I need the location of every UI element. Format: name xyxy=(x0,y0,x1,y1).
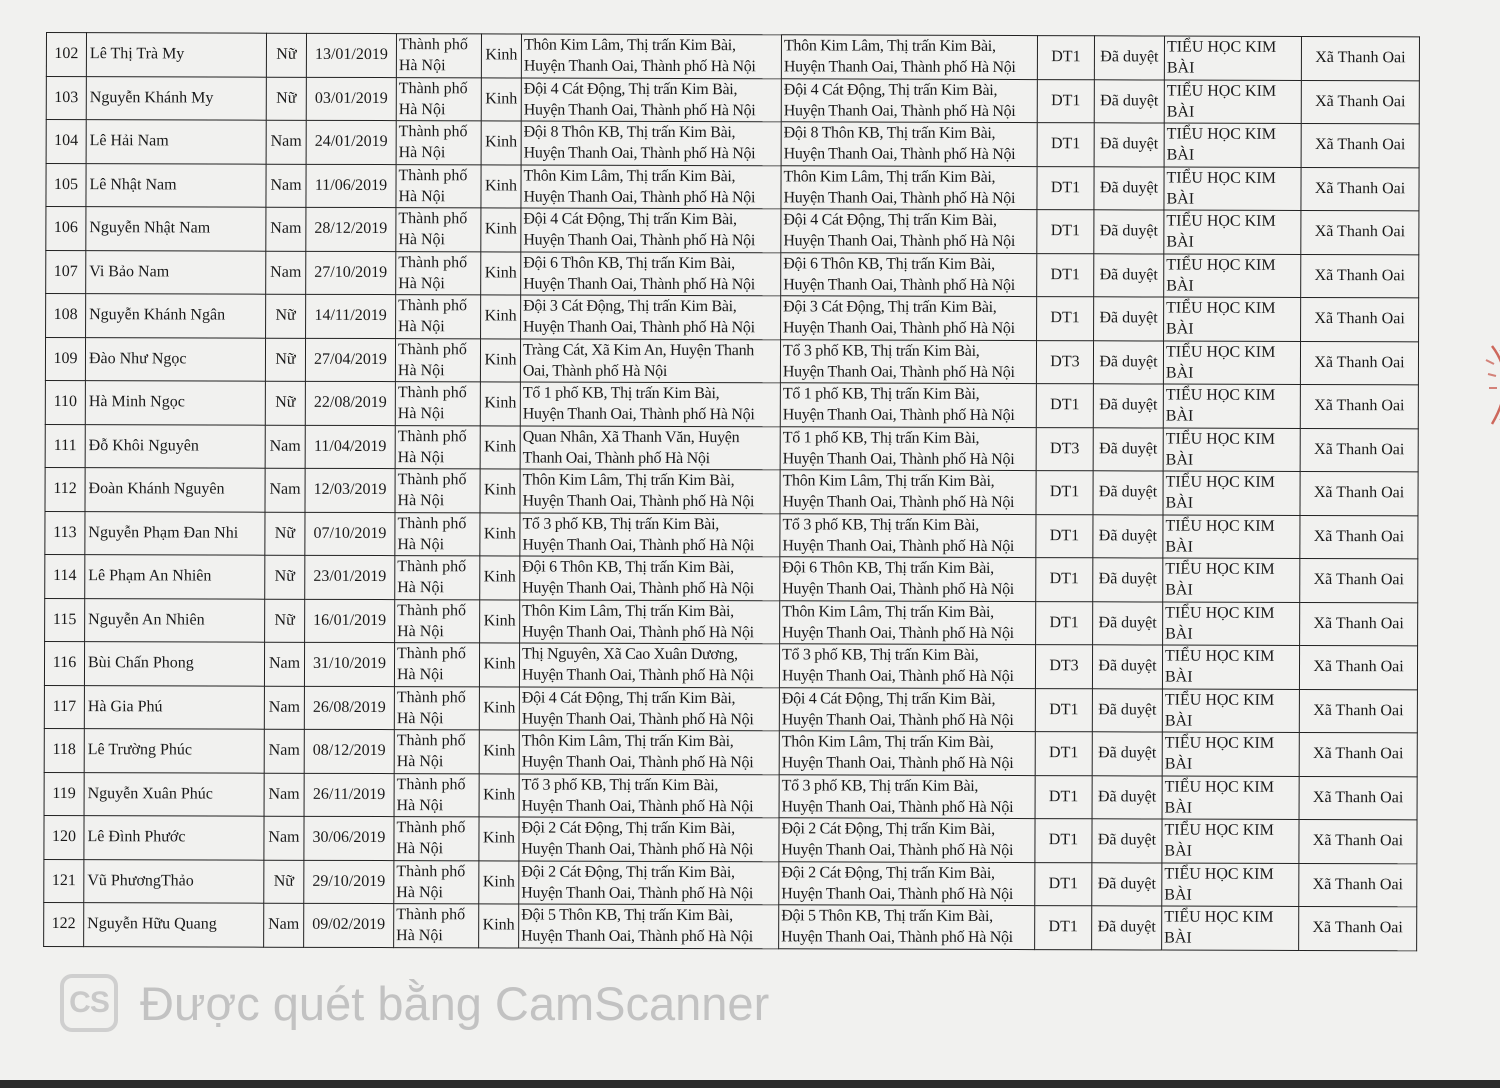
table-row xyxy=(44,685,1417,733)
permanent-address-cell: Thôn Kim Lâm, Thị trấn Kim Bài, Huyện Thanh Oai, Thành phố Hà Nội xyxy=(520,469,780,513)
ethnicity-cell: Kinh xyxy=(481,251,521,295)
student-name-cell: Đỗ Khôi Nguyên xyxy=(85,424,265,468)
gender-cell: Nữ xyxy=(265,555,305,599)
commune-cell: Xã Thanh Oai xyxy=(1300,428,1418,472)
student-name-cell: Nguyễn Nhật Nam xyxy=(86,207,266,251)
table-row xyxy=(45,337,1418,385)
birth-date-cell: 23/01/2019 xyxy=(305,555,395,599)
row-number-cell: 102 xyxy=(46,33,86,77)
current-address-cell: Tổ 3 phố KB, Thị trấn Kim Bài, Huyện Thanh Oai, Thành phố Hà Nội xyxy=(780,339,1036,383)
table-row xyxy=(46,294,1419,342)
ethnicity-cell: Kinh xyxy=(480,425,520,469)
birth-date-cell: 27/10/2019 xyxy=(306,251,396,295)
student-name-cell: Nguyễn Khánh My xyxy=(86,76,266,120)
commune-cell: Xã Thanh Oai xyxy=(1299,863,1417,907)
commune-cell: Xã Thanh Oai xyxy=(1299,732,1417,776)
row-number-cell: 114 xyxy=(45,554,85,598)
table-row xyxy=(46,33,1419,81)
current-address-cell: Đội 6 Thôn KB, Thị trấn Kim Bài, Huyện Thanh Oai, Thành phố Hà Nội xyxy=(780,557,1036,601)
school-name-cell: TIỂU HỌC KIM BÀI xyxy=(1163,341,1300,385)
current-address-cell: Tổ 3 phố KB, Thị trấn Kim Bài, Huyện Thanh Oai, Thành phố Hà Nội xyxy=(780,513,1036,557)
row-number-cell: 103 xyxy=(46,76,86,120)
table-row xyxy=(44,902,1417,950)
row-number-cell: 115 xyxy=(45,598,85,642)
priority-group-cell: DT1 xyxy=(1035,906,1092,950)
birth-date-cell: 26/11/2019 xyxy=(304,773,394,817)
permanent-address-cell: Đội 4 Cát Động, Thị trấn Kim Bài, Huyện Thanh Oai, Thành phố Hà Nội xyxy=(521,77,781,121)
row-number-cell: 120 xyxy=(44,815,84,859)
ethnicity-cell: Kinh xyxy=(481,121,521,165)
table-row xyxy=(44,859,1417,907)
ethnicity-cell: Kinh xyxy=(480,556,520,600)
student-name-cell: Lê Phạm An Nhiên xyxy=(85,555,265,599)
ethnicity-cell: Kinh xyxy=(481,164,521,208)
permanent-address-cell: Thị Nguyên, Xã Cao Xuân Dương, Huyện Thanh Oai, Thành phố Hà Nội xyxy=(519,643,779,687)
row-number-cell: 104 xyxy=(46,120,86,164)
gender-cell: Nữ xyxy=(265,338,305,382)
student-name-cell: Lê Hải Nam xyxy=(86,120,266,164)
student-name-cell: Hà Gia Phú xyxy=(84,685,264,729)
commune-cell: Xã Thanh Oai xyxy=(1299,906,1417,950)
permanent-address-cell: Tràng Cát, Xã Kim An, Huyện Thanh Oai, Thành phố Hà Nội xyxy=(520,338,780,382)
school-name-cell: TIỂU HỌC KIM BÀI xyxy=(1163,602,1300,646)
gender-cell: Nam xyxy=(264,729,304,773)
approval-status-cell: Đã duyệt xyxy=(1093,514,1163,558)
birth-date-cell: 08/12/2019 xyxy=(304,729,394,773)
table-row xyxy=(44,772,1417,820)
student-name-cell: Lê Trường Phúc xyxy=(84,729,264,773)
commune-cell: Xã Thanh Oai xyxy=(1301,123,1419,167)
commune-cell: Xã Thanh Oai xyxy=(1299,819,1417,863)
table-row xyxy=(44,641,1417,689)
approval-status-cell: Đã duyệt xyxy=(1093,427,1163,471)
current-address-cell: Tổ 3 phố KB, Thị trấn Kim Bài, Huyện Thanh Oai, Thành phố Hà Nội xyxy=(779,774,1035,818)
row-number-cell: 110 xyxy=(45,380,85,424)
permanent-address-cell: Đội 8 Thôn KB, Thị trấn Kim Bài, Huyện Thanh Oai, Thành phố Hà Nội xyxy=(521,121,781,165)
priority-group-cell: DT1 xyxy=(1035,819,1092,863)
priority-group-cell: DT1 xyxy=(1037,166,1094,210)
row-number-cell: 105 xyxy=(46,163,86,207)
commune-cell: Xã Thanh Oai xyxy=(1300,341,1418,385)
priority-group-cell: DT1 xyxy=(1036,558,1093,602)
current-address-cell: Đội 3 Cát Động, Thị trấn Kim Bài, Huyện Thanh Oai, Thành phố Hà Nội xyxy=(781,296,1037,340)
birth-place-cell: Thành phố Hà Nội xyxy=(395,512,480,556)
current-address-cell: Thôn Kim Lâm, Thị trấn Kim Bài, Huyện Thanh Oai, Thành phố Hà Nội xyxy=(780,470,1036,514)
commune-cell: Xã Thanh Oai xyxy=(1301,210,1419,254)
priority-group-cell: DT1 xyxy=(1035,862,1092,906)
gender-cell: Nữ xyxy=(265,512,305,556)
commune-cell: Xã Thanh Oai xyxy=(1300,602,1418,646)
student-name-cell: Lê Nhật Nam xyxy=(86,163,266,207)
ethnicity-cell: Kinh xyxy=(481,77,521,121)
school-name-cell: TIỂU HỌC KIM BÀI xyxy=(1162,819,1299,863)
school-name-cell: TIỂU HỌC KIM BÀI xyxy=(1164,254,1301,298)
commune-cell: Xã Thanh Oai xyxy=(1301,297,1419,341)
table-row xyxy=(44,728,1417,776)
birth-place-cell: Thành phố Hà Nội xyxy=(394,643,479,687)
birth-date-cell: 30/06/2019 xyxy=(304,816,394,860)
approval-status-cell: Đã duyệt xyxy=(1092,819,1162,863)
student-name-cell: Vi Bảo Nam xyxy=(86,250,266,294)
table-row xyxy=(45,380,1418,428)
school-name-cell: TIỂU HỌC KIM BÀI xyxy=(1163,558,1300,602)
gender-cell: Nữ xyxy=(266,77,306,121)
permanent-address-cell: Tổ 3 phố KB, Thị trấn Kim Bài, Huyện Thanh Oai, Thành phố Hà Nội xyxy=(519,773,779,817)
approval-status-cell: Đã duyệt xyxy=(1094,79,1164,123)
gender-cell: Nam xyxy=(265,425,305,469)
ethnicity-cell: Kinh xyxy=(479,643,519,687)
student-name-cell: Đào Như Ngọc xyxy=(85,337,265,381)
birth-place-cell: Thành phố Hà Nội xyxy=(395,338,480,382)
priority-group-cell: DT1 xyxy=(1036,471,1093,515)
approval-status-cell: Đã duyệt xyxy=(1094,36,1164,80)
school-name-cell: TIỂU HỌC KIM BÀI xyxy=(1164,36,1301,80)
watermark-text: Được quét bằng CamScanner xyxy=(140,976,770,1030)
gender-cell: Nam xyxy=(264,903,304,947)
birth-date-cell: 16/01/2019 xyxy=(305,599,395,643)
gender-cell: Nữ xyxy=(265,599,305,643)
permanent-address-cell: Tổ 1 phố KB, Thị trấn Kim Bài, Huyện Thanh Oai, Thành phố Hà Nội xyxy=(520,382,780,426)
birth-date-cell: 11/04/2019 xyxy=(305,425,395,469)
current-address-cell: Đội 4 Cát Động, Thị trấn Kim Bài, Huyện Thanh Oai, Thành phố Hà Nội xyxy=(781,78,1037,122)
birth-place-cell: Thành phố Hà Nội xyxy=(396,34,481,78)
school-name-cell: TIỂU HỌC KIM BÀI xyxy=(1162,863,1299,907)
birth-date-cell: 07/10/2019 xyxy=(305,512,395,556)
priority-group-cell: DT1 xyxy=(1035,732,1092,776)
birth-date-cell: 26/08/2019 xyxy=(304,686,394,730)
birth-place-cell: Thành phố Hà Nội xyxy=(396,121,481,165)
approval-status-cell: Đã duyệt xyxy=(1093,558,1163,602)
approval-status-cell: Đã duyệt xyxy=(1092,775,1162,819)
red-stamp-fragment-icon xyxy=(1478,340,1500,430)
ethnicity-cell: Kinh xyxy=(480,338,520,382)
student-name-cell: Nguyễn Xuân Phúc xyxy=(84,772,264,816)
commune-cell: Xã Thanh Oai xyxy=(1299,645,1417,689)
permanent-address-cell: Thôn Kim Lâm, Thị trấn Kim Bài, Huyện Thanh Oai, Thành phố Hà Nội xyxy=(521,164,781,208)
table-row xyxy=(46,76,1419,124)
approval-status-cell: Đã duyệt xyxy=(1092,688,1162,732)
birth-date-cell: 28/12/2019 xyxy=(306,207,396,251)
permanent-address-cell: Thôn Kim Lâm, Thị trấn Kim Bài, Huyện Thanh Oai, Thành phố Hà Nội xyxy=(520,599,780,643)
row-number-cell: 121 xyxy=(44,859,84,903)
birth-place-cell: Thành phố Hà Nội xyxy=(394,904,479,948)
permanent-address-cell: Đội 3 Cát Động, Thị trấn Kim Bài, Huyện Thanh Oai, Thành phố Hà Nội xyxy=(521,295,781,339)
table-row xyxy=(45,554,1418,602)
current-address-cell: Đội 2 Cát Động, Thị trấn Kim Bài, Huyện Thanh Oai, Thành phố Hà Nội xyxy=(779,818,1035,862)
student-name-cell: Lê Thị Trà My xyxy=(86,33,266,77)
birth-place-cell: Thành phố Hà Nội xyxy=(394,686,479,730)
current-address-cell: Đội 5 Thôn KB, Thị trấn Kim Bài, Huyện Thanh Oai, Thành phố Hà Nội xyxy=(779,905,1035,949)
table-row xyxy=(44,815,1417,863)
gender-cell: Nam xyxy=(264,642,304,686)
approval-status-cell: Đã duyệt xyxy=(1094,210,1164,254)
permanent-address-cell: Đội 5 Thôn KB, Thị trấn Kim Bài, Huyện Thanh Oai, Thành phố Hà Nội xyxy=(519,904,779,948)
camscanner-watermark xyxy=(60,970,769,1036)
approval-status-cell: Đã duyệt xyxy=(1093,384,1163,428)
current-address-cell: Thôn Kim Lâm, Thị trấn Kim Bài, Huyện Thanh Oai, Thành phố Hà Nội xyxy=(781,35,1037,79)
permanent-address-cell: Thôn Kim Lâm, Thị trấn Kim Bài, Huyện Thanh Oai, Thành phố Hà Nội xyxy=(519,730,779,774)
approval-status-cell: Đã duyệt xyxy=(1093,340,1163,384)
ethnicity-cell: Kinh xyxy=(480,469,520,513)
birth-place-cell: Thành phố Hà Nội xyxy=(395,425,480,469)
school-name-cell: TIỂU HỌC KIM BÀI xyxy=(1163,471,1300,515)
school-name-cell: TIỂU HỌC KIM BÀI xyxy=(1163,515,1300,559)
birth-date-cell: 31/10/2019 xyxy=(304,642,394,686)
school-name-cell: TIỂU HỌC KIM BÀI xyxy=(1162,906,1299,950)
priority-group-cell: DT1 xyxy=(1036,384,1093,428)
current-address-cell: Thôn Kim Lâm, Thị trấn Kim Bài, Huyện Thanh Oai, Thành phố Hà Nội xyxy=(779,731,1035,775)
school-name-cell: TIỂU HỌC KIM BÀI xyxy=(1164,297,1301,341)
priority-group-cell: DT3 xyxy=(1036,427,1093,471)
row-number-cell: 117 xyxy=(44,685,84,729)
table-row xyxy=(45,424,1418,472)
current-address-cell: Tổ 1 phố KB, Thị trấn Kim Bài, Huyện Thanh Oai, Thành phố Hà Nội xyxy=(780,426,1036,470)
row-number-cell: 119 xyxy=(44,772,84,816)
current-address-cell: Đội 4 Cát Động, Thị trấn Kim Bài, Huyện Thanh Oai, Thành phố Hà Nội xyxy=(781,209,1037,253)
student-name-cell: Hà Minh Ngọc xyxy=(85,381,265,425)
priority-group-cell: DT3 xyxy=(1036,340,1093,384)
gender-cell: Nam xyxy=(264,816,304,860)
ethnicity-cell: Kinh xyxy=(479,817,519,861)
table-row xyxy=(46,163,1419,211)
birth-place-cell: Thành phố Hà Nội xyxy=(394,817,479,861)
permanent-address-cell: Đội 4 Cát Động, Thị trấn Kim Bài, Huyện Thanh Oai, Thành phố Hà Nội xyxy=(521,208,781,252)
gender-cell: Nam xyxy=(264,686,304,730)
birth-place-cell: Thành phố Hà Nội xyxy=(396,295,481,339)
gender-cell: Nữ xyxy=(266,33,306,77)
table-body xyxy=(44,33,1420,951)
birth-date-cell: 13/01/2019 xyxy=(306,33,396,77)
permanent-address-cell: Đội 2 Cát Động, Thị trấn Kim Bài, Huyện Thanh Oai, Thành phố Hà Nội xyxy=(519,860,779,904)
student-name-cell: Vũ PhươngThảo xyxy=(84,859,264,903)
school-name-cell: TIỂU HỌC KIM BÀI xyxy=(1162,776,1299,820)
ethnicity-cell: Kinh xyxy=(479,860,519,904)
row-number-cell: 113 xyxy=(45,511,85,555)
gender-cell: Nam xyxy=(266,120,306,164)
approval-status-cell: Đã duyệt xyxy=(1093,601,1163,645)
current-address-cell: Thôn Kim Lâm, Thị trấn Kim Bài, Huyện Thanh Oai, Thành phố Hà Nội xyxy=(781,165,1037,209)
commune-cell: Xã Thanh Oai xyxy=(1300,558,1418,602)
birth-place-cell: Thành phố Hà Nội xyxy=(395,599,480,643)
student-name-cell: Đoàn Khánh Nguyên xyxy=(85,468,265,512)
gender-cell: Nam xyxy=(266,164,306,208)
approval-status-cell: Đã duyệt xyxy=(1094,166,1164,210)
student-name-cell: Nguyễn Phạm Đan Nhi xyxy=(85,511,265,555)
birth-date-cell: 12/03/2019 xyxy=(305,468,395,512)
birth-date-cell: 29/10/2019 xyxy=(304,860,394,904)
table-row xyxy=(46,250,1419,298)
commune-cell: Xã Thanh Oai xyxy=(1300,515,1418,559)
ethnicity-cell: Kinh xyxy=(479,730,519,774)
table-row xyxy=(45,467,1418,515)
school-name-cell: TIỂU HỌC KIM BÀI xyxy=(1164,167,1301,211)
permanent-address-cell: Đội 6 Thôn KB, Thị trấn Kim Bài, Huyện Thanh Oai, Thành phố Hà Nội xyxy=(520,556,780,600)
priority-group-cell: DT1 xyxy=(1037,79,1094,123)
ethnicity-cell: Kinh xyxy=(479,773,519,817)
priority-group-cell: DT1 xyxy=(1036,514,1093,558)
ethnicity-cell: Kinh xyxy=(480,512,520,556)
commune-cell: Xã Thanh Oai xyxy=(1301,254,1419,298)
ethnicity-cell: Kinh xyxy=(480,382,520,426)
school-name-cell: TIỂU HỌC KIM BÀI xyxy=(1164,123,1301,167)
camscanner-logo-icon: CS xyxy=(60,974,118,1032)
student-list-table xyxy=(43,32,1420,951)
row-number-cell: 111 xyxy=(45,424,85,468)
priority-group-cell: DT1 xyxy=(1036,601,1093,645)
birth-date-cell: 22/08/2019 xyxy=(305,381,395,425)
priority-group-cell: DT1 xyxy=(1037,210,1094,254)
birth-date-cell: 27/04/2019 xyxy=(305,338,395,382)
commune-cell: Xã Thanh Oai xyxy=(1299,776,1417,820)
current-address-cell: Đội 4 Cát Động, Thị trấn Kim Bài, Huyện Thanh Oai, Thành phố Hà Nội xyxy=(779,687,1035,731)
student-name-cell: Nguyễn An Nhiên xyxy=(85,598,265,642)
priority-group-cell: DT1 xyxy=(1037,36,1094,80)
school-name-cell: TIỂU HỌC KIM BÀI xyxy=(1164,210,1301,254)
permanent-address-cell: Thôn Kim Lâm, Thị trấn Kim Bài, Huyện Thanh Oai, Thành phố Hà Nội xyxy=(521,34,781,78)
birth-place-cell: Thành phố Hà Nội xyxy=(394,730,479,774)
gender-cell: Nam xyxy=(265,468,305,512)
gender-cell: Nam xyxy=(266,207,306,251)
birth-place-cell: Thành phố Hà Nội xyxy=(395,469,480,513)
priority-group-cell: DT3 xyxy=(1035,645,1092,689)
ethnicity-cell: Kinh xyxy=(481,34,521,78)
ethnicity-cell: Kinh xyxy=(480,599,520,643)
birth-place-cell: Thành phố Hà Nội xyxy=(395,382,480,426)
student-name-cell: Lê Đình Phước xyxy=(84,816,264,860)
priority-group-cell: DT1 xyxy=(1037,297,1094,341)
table-row xyxy=(46,120,1419,168)
current-address-cell: Thôn Kim Lâm, Thị trấn Kim Bài, Huyện Thanh Oai, Thành phố Hà Nội xyxy=(780,600,1036,644)
permanent-address-cell: Quan Nhân, Xã Thanh Văn, Huyện Thanh Oai, Thành phố Hà Nội xyxy=(520,425,780,469)
ethnicity-cell: Kinh xyxy=(481,295,521,339)
gender-cell: Nữ xyxy=(266,294,306,338)
birth-date-cell: 14/11/2019 xyxy=(306,294,396,338)
current-address-cell: Tổ 3 phố KB, Thị trấn Kim Bài, Huyện Thanh Oai, Thành phố Hà Nội xyxy=(779,644,1035,688)
row-number-cell: 109 xyxy=(45,337,85,381)
birth-place-cell: Thành phố Hà Nội xyxy=(394,860,479,904)
student-name-cell: Nguyễn Khánh Ngân xyxy=(86,294,266,338)
permanent-address-cell: Đội 4 Cát Động, Thị trấn Kim Bài, Huyện Thanh Oai, Thành phố Hà Nội xyxy=(519,686,779,730)
birth-date-cell: 24/01/2019 xyxy=(306,120,396,164)
current-address-cell: Đội 6 Thôn KB, Thị trấn Kim Bài, Huyện Thanh Oai, Thành phố Hà Nội xyxy=(781,252,1037,296)
commune-cell: Xã Thanh Oai xyxy=(1301,80,1419,124)
row-number-cell: 108 xyxy=(46,294,86,338)
priority-group-cell: DT1 xyxy=(1037,123,1094,167)
commune-cell: Xã Thanh Oai xyxy=(1300,471,1418,515)
birth-date-cell: 09/02/2019 xyxy=(304,903,394,947)
row-number-cell: 107 xyxy=(46,250,86,294)
student-name-cell: Bùi Chấn Phong xyxy=(84,642,264,686)
row-number-cell: 112 xyxy=(45,467,85,511)
school-name-cell: TIỂU HỌC KIM BÀI xyxy=(1163,384,1300,428)
gender-cell: Nữ xyxy=(264,860,304,904)
birth-place-cell: Thành phố Hà Nội xyxy=(394,773,479,817)
commune-cell: Xã Thanh Oai xyxy=(1300,384,1418,428)
page-bottom-edge xyxy=(0,1080,1500,1088)
row-number-cell: 118 xyxy=(44,728,84,772)
ethnicity-cell: Kinh xyxy=(479,686,519,730)
current-address-cell: Tổ 1 phố KB, Thị trấn Kim Bài, Huyện Thanh Oai, Thành phố Hà Nội xyxy=(780,383,1036,427)
birth-place-cell: Thành phố Hà Nội xyxy=(395,556,480,600)
priority-group-cell: DT1 xyxy=(1035,688,1092,732)
priority-group-cell: DT1 xyxy=(1037,253,1094,297)
commune-cell: Xã Thanh Oai xyxy=(1301,167,1419,211)
school-name-cell: TIỂU HỌC KIM BÀI xyxy=(1162,689,1299,733)
row-number-cell: 122 xyxy=(44,902,84,946)
ethnicity-cell: Kinh xyxy=(479,904,519,948)
approval-status-cell: Đã duyệt xyxy=(1094,253,1164,297)
approval-status-cell: Đã duyệt xyxy=(1092,906,1162,950)
birth-place-cell: Thành phố Hà Nội xyxy=(396,251,481,295)
row-number-cell: 106 xyxy=(46,207,86,251)
approval-status-cell: Đã duyệt xyxy=(1094,297,1164,341)
priority-group-cell: DT1 xyxy=(1035,775,1092,819)
school-name-cell: TIỂU HỌC KIM BÀI xyxy=(1162,645,1299,689)
gender-cell: Nam xyxy=(264,773,304,817)
row-number-cell: 116 xyxy=(44,641,84,685)
permanent-address-cell: Tổ 3 phố KB, Thị trấn Kim Bài, Huyện Thanh Oai, Thành phố Hà Nội xyxy=(520,512,780,556)
ethnicity-cell: Kinh xyxy=(481,208,521,252)
approval-status-cell: Đã duyệt xyxy=(1092,862,1162,906)
commune-cell: Xã Thanh Oai xyxy=(1299,689,1417,733)
birth-place-cell: Thành phố Hà Nội xyxy=(396,164,481,208)
approval-status-cell: Đã duyệt xyxy=(1092,645,1162,689)
approval-status-cell: Đã duyệt xyxy=(1094,123,1164,167)
current-address-cell: Đội 2 Cát Động, Thị trấn Kim Bài, Huyện Thanh Oai, Thành phố Hà Nội xyxy=(779,861,1035,905)
student-name-cell: Nguyễn Hữu Quang xyxy=(84,903,264,947)
school-name-cell: TIỂU HỌC KIM BÀI xyxy=(1164,80,1301,124)
approval-status-cell: Đã duyệt xyxy=(1093,471,1163,515)
gender-cell: Nữ xyxy=(265,381,305,425)
birth-place-cell: Thành phố Hà Nội xyxy=(396,77,481,121)
table-row xyxy=(45,511,1418,559)
approval-status-cell: Đã duyệt xyxy=(1092,732,1162,776)
school-name-cell: TIỂU HỌC KIM BÀI xyxy=(1163,428,1300,472)
birth-place-cell: Thành phố Hà Nội xyxy=(396,208,481,252)
table-row xyxy=(45,598,1418,646)
commune-cell: Xã Thanh Oai xyxy=(1301,36,1419,80)
birth-date-cell: 11/06/2019 xyxy=(306,164,396,208)
table-row xyxy=(46,207,1419,255)
current-address-cell: Đội 8 Thôn KB, Thị trấn Kim Bài, Huyện Thanh Oai, Thành phố Hà Nội xyxy=(781,122,1037,166)
gender-cell: Nam xyxy=(266,251,306,295)
permanent-address-cell: Đội 6 Thôn KB, Thị trấn Kim Bài, Huyện Thanh Oai, Thành phố Hà Nội xyxy=(521,251,781,295)
birth-date-cell: 03/01/2019 xyxy=(306,77,396,121)
school-name-cell: TIỂU HỌC KIM BÀI xyxy=(1162,732,1299,776)
permanent-address-cell: Đội 2 Cát Động, Thị trấn Kim Bài, Huyện Thanh Oai, Thành phố Hà Nội xyxy=(519,817,779,861)
